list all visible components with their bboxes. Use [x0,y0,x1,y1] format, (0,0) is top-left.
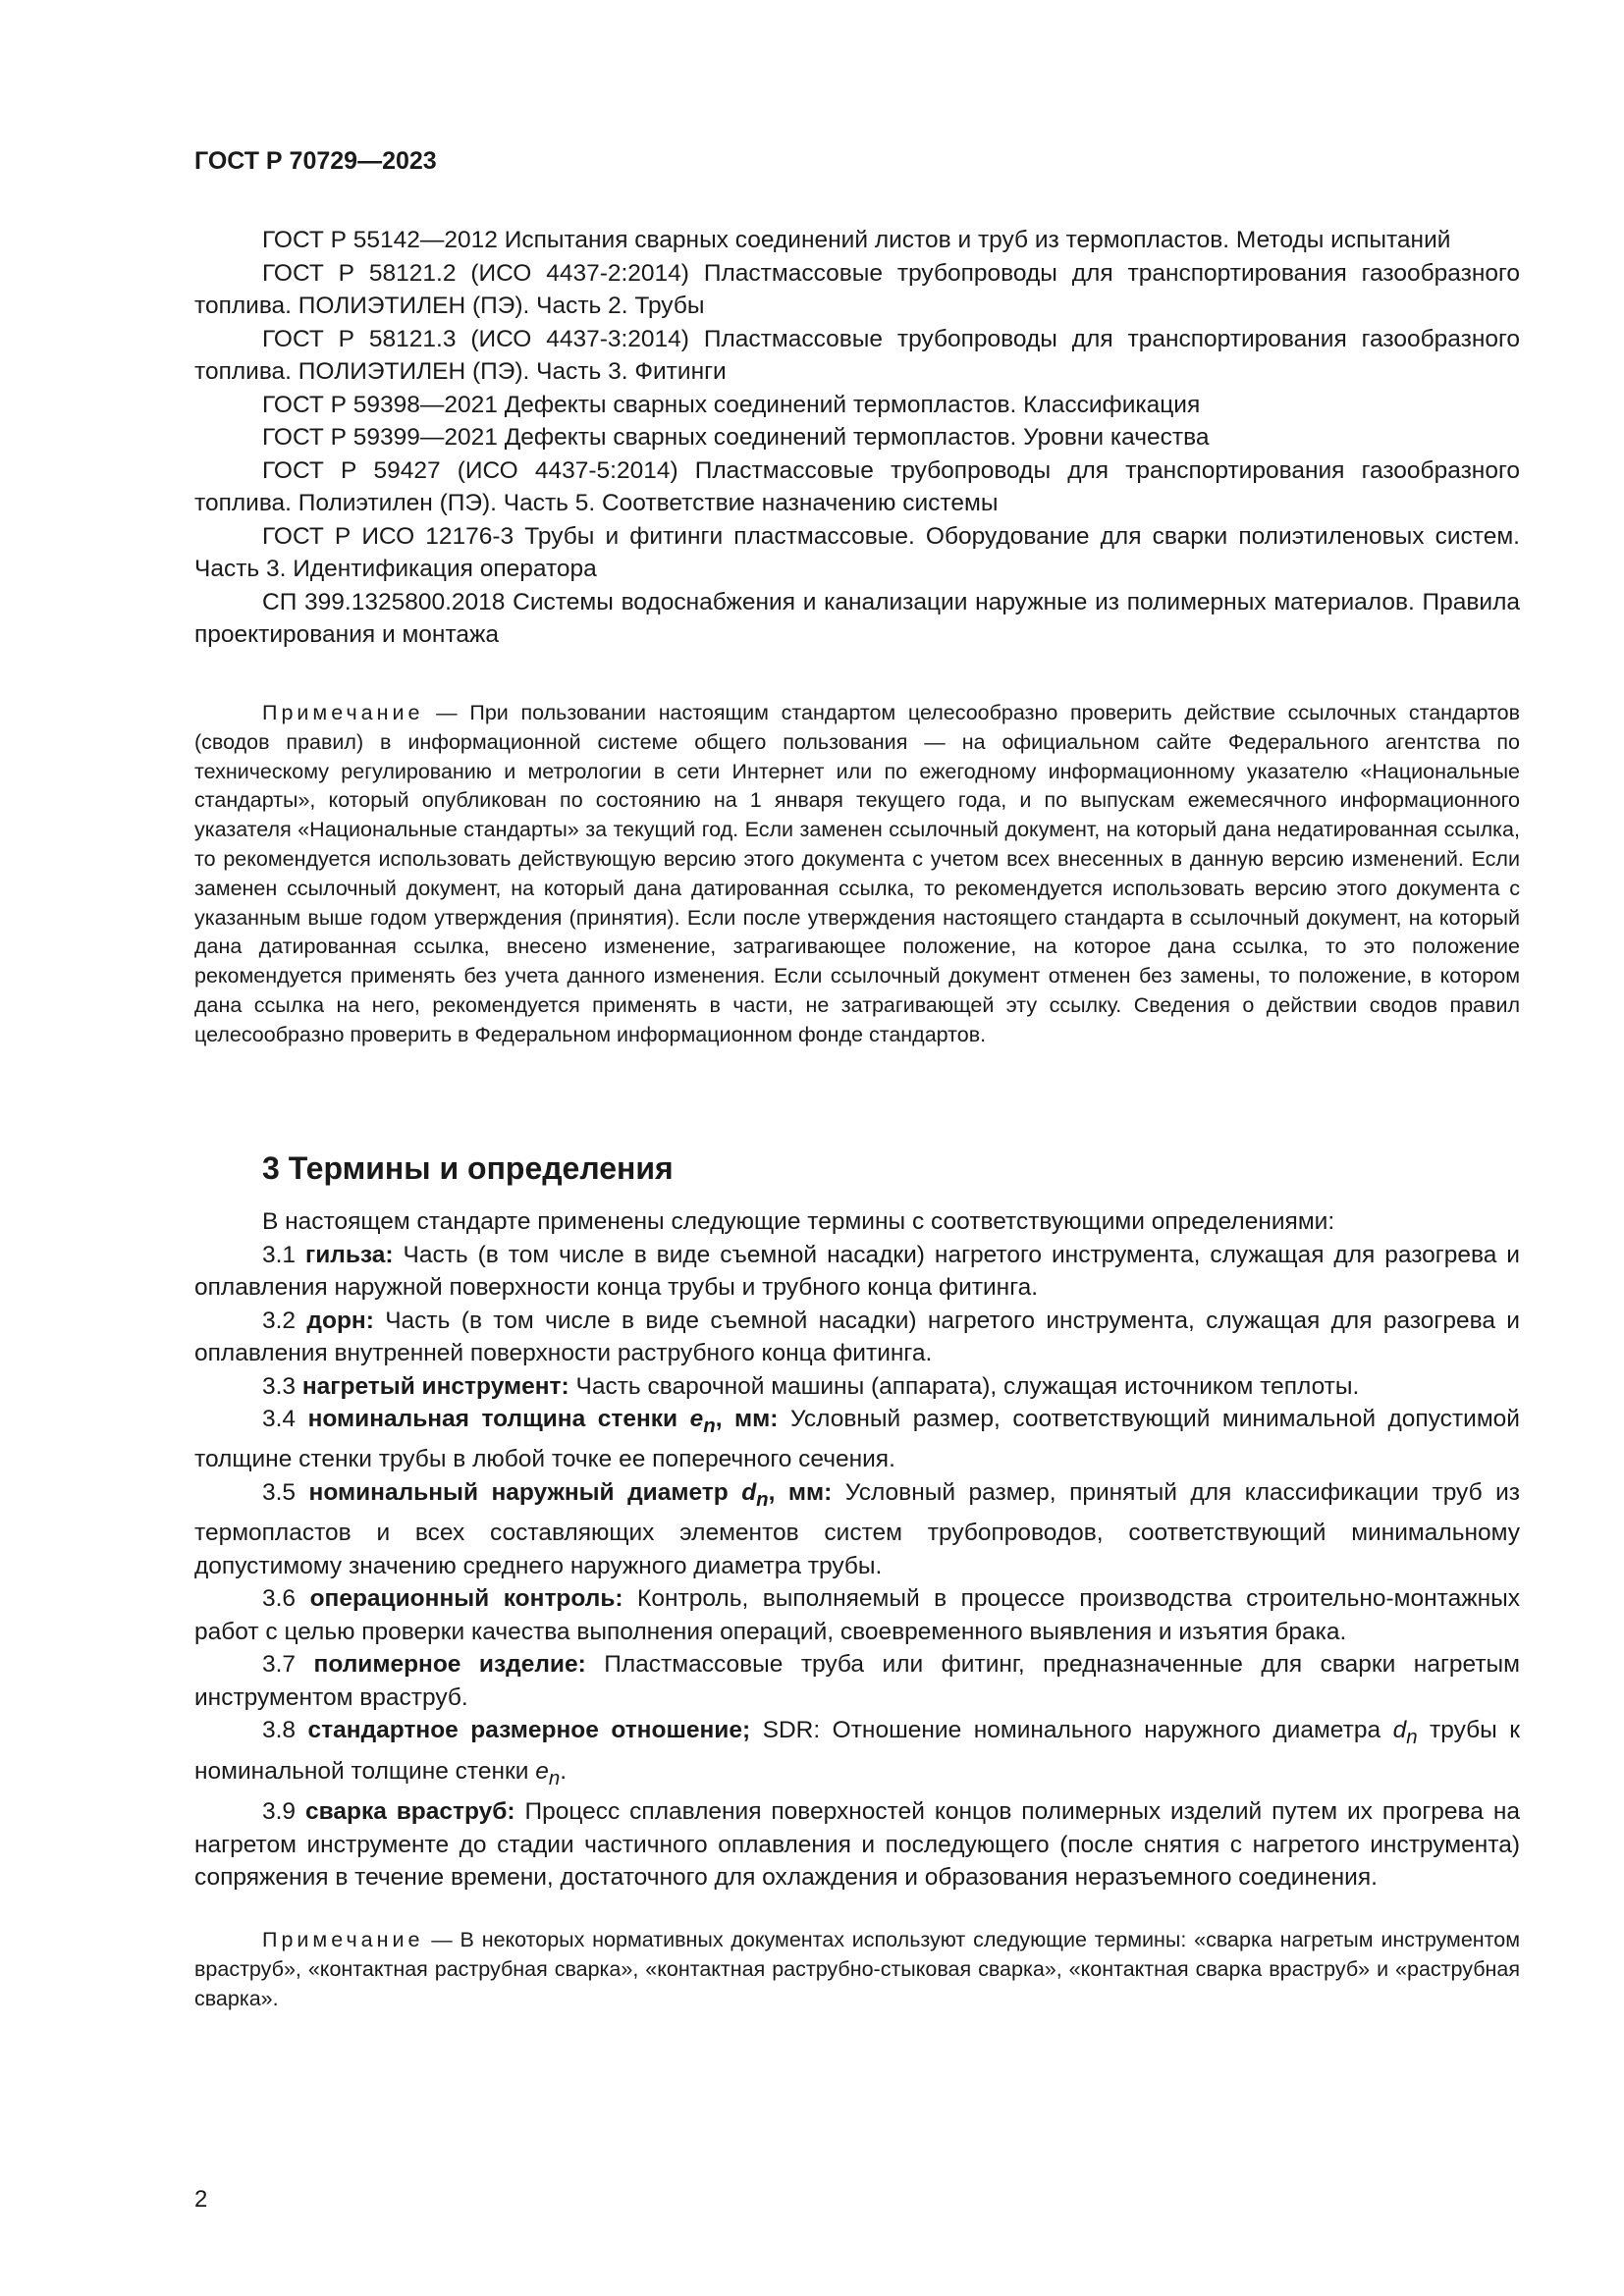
page-number: 2 [194,2186,208,2213]
reference-item: СП 399.1325800.2018 Системы водоснабжения и канализации наружные из полимерных материалов. Правила проектирования и монтажа [194,588,1520,648]
terms-list [194,1205,1520,1895]
note-text: — В некоторых нормативных документах используют следующие термины: «сварка нагретым инструментом враструб», «контактная раструбная сварка», «контактная раструбно-стыковая сварка», «контактная сварка враструб» и «раструбная сварка». [194,1928,1520,2010]
term-name: нагретый инструмент: [301,1372,569,1400]
term-item: 3.7 полимерное изделие: Пластмассовые труба или фитинг, предназначенные для сварки нагретым инструментом враструб. [194,1651,1520,1711]
term-item: 3.9 сварка враструб: Процесс сплавления поверхностей концов полимерных изделий путем их прогрева на нагретом инструменте до стадии частичного оплавления и последующего (после снятия с нагретого инструмента) сопряжения в течение времени, достаточного для охлаждения и образования неразъемного соединения. [194,1798,1520,1892]
section-title: 3 Термины и определения [262,1150,674,1186]
reference-item: ГОСТ Р 59427 (ИСО 4437-5:2014) Пластмассовые трубопроводы для транспортирования газообразного топлива. Полиэтилен (ПЭ). Часть 5. Соответствие назначению системы [194,456,1520,516]
normative-references-list [194,224,1520,652]
terms-note [194,1926,1520,2013]
term-name: дорн: [306,1307,374,1334]
term-item: 3.8 стандартное размерное отношение; SDR: Отношение номинального наружного диаметра $d_n$ трубы к номинальной толщине стенки $e_n$. [194,1717,1520,1789]
term-definition: Условный размер, принятый для классификации труб из термопластов и всех составляющих элементов систем трубопроводов, соответствующий минимальному допустимому значению среднего наружного диаметра трубы. [194,1478,1520,1579]
note-label: Примечание [262,701,424,724]
term-definition: Часть (в том числе в виде съемной насадки) нагретого инструмента, служащая для разогрева и оплавления наружной поверхности конца трубы и трубного конца фитинга. [194,1241,1520,1301]
reference-item: ГОСТ Р 58121.2 (ИСО 4437-2:2014) Пластмассовые трубопроводы для транспортирования газообразного топлива. ПОЛИЭТИЛЕН (ПЭ). Часть 2. Трубы [194,259,1520,319]
term-definition: Условный размер, соответствующий минимальной допустимой толщине стенки трубы в любой точке ее поперечного сечения. [194,1406,1520,1473]
term-name: полимерное изделие: [313,1651,586,1679]
term-item: 3.2 дорн: Часть (в том числе в виде съемной насадки) нагретого инструмента, служащая для разогрева и оплавления внутренней поверхности раструбного конца фитинга. [194,1307,1520,1366]
note-text: — При пользовании настоящим стандартом целесообразно проверить действие ссылочных стандартов (сводов правил) в информационной системе общего пользования — на официальном сайте Федерального агентства по техническому регулированию и метрологии в сети Интернет или по ежегодному информационному указателю «Национальные стандарты», который опубликован по состоянию на 1 января текущего года, и по выпускам ежемесячного информационного указателя «Национальные стандарты» за текущий год. Если заменен ссылочный документ, на который дана недатированная ссылка, то рекомендуется использовать действующую версию этого документа с учетом всех внесенных в данную версию изменений. Если заменен ссылочный документ, на который дана датированная ссылка, то рекомендуется использовать версию этого документа с указанным выше годом утверждения (принятия). Если после утверждения настоящего стандарта в ссылочный документ, на который дана датированная ссылка, внесено изменение, затрагивающее положение, на которое дана ссылка, то это положение рекомендуется применять без учета данного изменения. Если ссылочный документ отменен без замены, то положение, в котором дана ссылка на него, рекомендуется применять в части, не затрагивающей эту ссылку. Сведения о действии сводов правил целесообразно проверить в Федеральном информационном фонде стандартов. [194,701,1520,1046]
term-name: гильза: [305,1241,394,1268]
term-definition: Часть (в том числе в виде съемной насадки) нагретого инструмента, служащая для разогрева и оплавления внутренней поверхности раструбного конца фитинга. [194,1307,1520,1366]
term-name: сварка враструб: [304,1798,515,1826]
document-code: ГОСТ Р 70729—2023 [194,147,437,175]
terms-intro: В настоящем стандарте применены следующие термины с соответствующими определениями: [262,1208,1335,1235]
term-item: 3.3 нагретый инструмент: Часть сварочной машины (аппарата), служащая источником теплоты. [262,1372,1360,1400]
reference-item: ГОСТ Р 58121.3 (ИСО 4437-3:2014) Пластмассовые трубопроводы для транспортирования газообразного топлива. ПОЛИЭТИЛЕН (ПЭ). Часть 3. Фитинги [194,325,1520,385]
term-item: 3.4 номинальная толщина стенки $e_n$, мм: Условный размер, соответствующий минимальной допустимой толщине стенки трубы в любой точке ее поперечного сечения. [194,1406,1520,1473]
term-item: 3.1 гильза: Часть (в том числе в виде съемной насадки) нагретого инструмента, служащая для разогрева и оплавления наружной поверхности конца трубы и трубного конца фитинга. [194,1241,1520,1301]
term-item: 3.5 номинальный наружный диаметр $d_n$, мм: Условный размер, принятый для классификации труб из термопластов и всех составляющих элементов систем трубопроводов, соответствующий минимальному допустимому значению среднего наружного диаметра трубы. [194,1478,1520,1579]
reference-item: ГОСТ Р 59399—2021 Дефекты сварных соединений термопластов. Уровни качества [262,424,1210,451]
reference-item: ГОСТ Р 55142—2012 Испытания сварных соединений листов и труб из термопластов. Методы испытаний [262,227,1451,253]
reference-item: ГОСТ Р 59398—2021 Дефекты сварных соединений термопластов. Классификация [262,391,1201,418]
references-note [194,699,1520,1050]
term-abbreviation: SDR: [750,1717,821,1744]
term-definition: Процесс сплавления поверхностей концов полимерных изделий путем их прогрева на нагретом инструменте до стадии частичного оплавления и последующего (после снятия с нагретого инструмента) сопряжения в течение времени, достаточного для охлаждения и образования неразъемного соединения. [194,1798,1520,1892]
term-name: номинальная толщина стенки $e_n$, мм: [307,1406,779,1437]
note-label: Примечание [262,1928,424,1951]
term-item: 3.6 операционный контроль: Контроль, выполняемый в процессе производства строительно-монтажных работ с целью проверки качества выполнения операций, своевременного выявления и изъятия брака. [194,1585,1520,1645]
term-definition: Контроль, выполняемый в процессе производства строительно-монтажных работ с целью проверки качества выполнения операций, своевременного выявления и изъятия брака. [194,1585,1520,1645]
term-definition: Пластмассовые труба или фитинг, предназначенные для сварки нагретым инструментом враструб. [194,1651,1520,1711]
term-definition: Часть сварочной машины (аппарата), служащая источником теплоты. [568,1372,1360,1400]
reference-item: ГОСТ Р ИСО 12176-3 Трубы и фитинги пластмассовые. Оборудование для сварки полиэтиленовых систем. Часть 3. Идентификация оператора [194,522,1520,582]
term-name: номинальный наружный диаметр $d_n$, мм: [308,1478,833,1511]
term-name: стандартное размерное отношение; [307,1717,751,1744]
term-name: операционный контроль: [309,1585,623,1613]
